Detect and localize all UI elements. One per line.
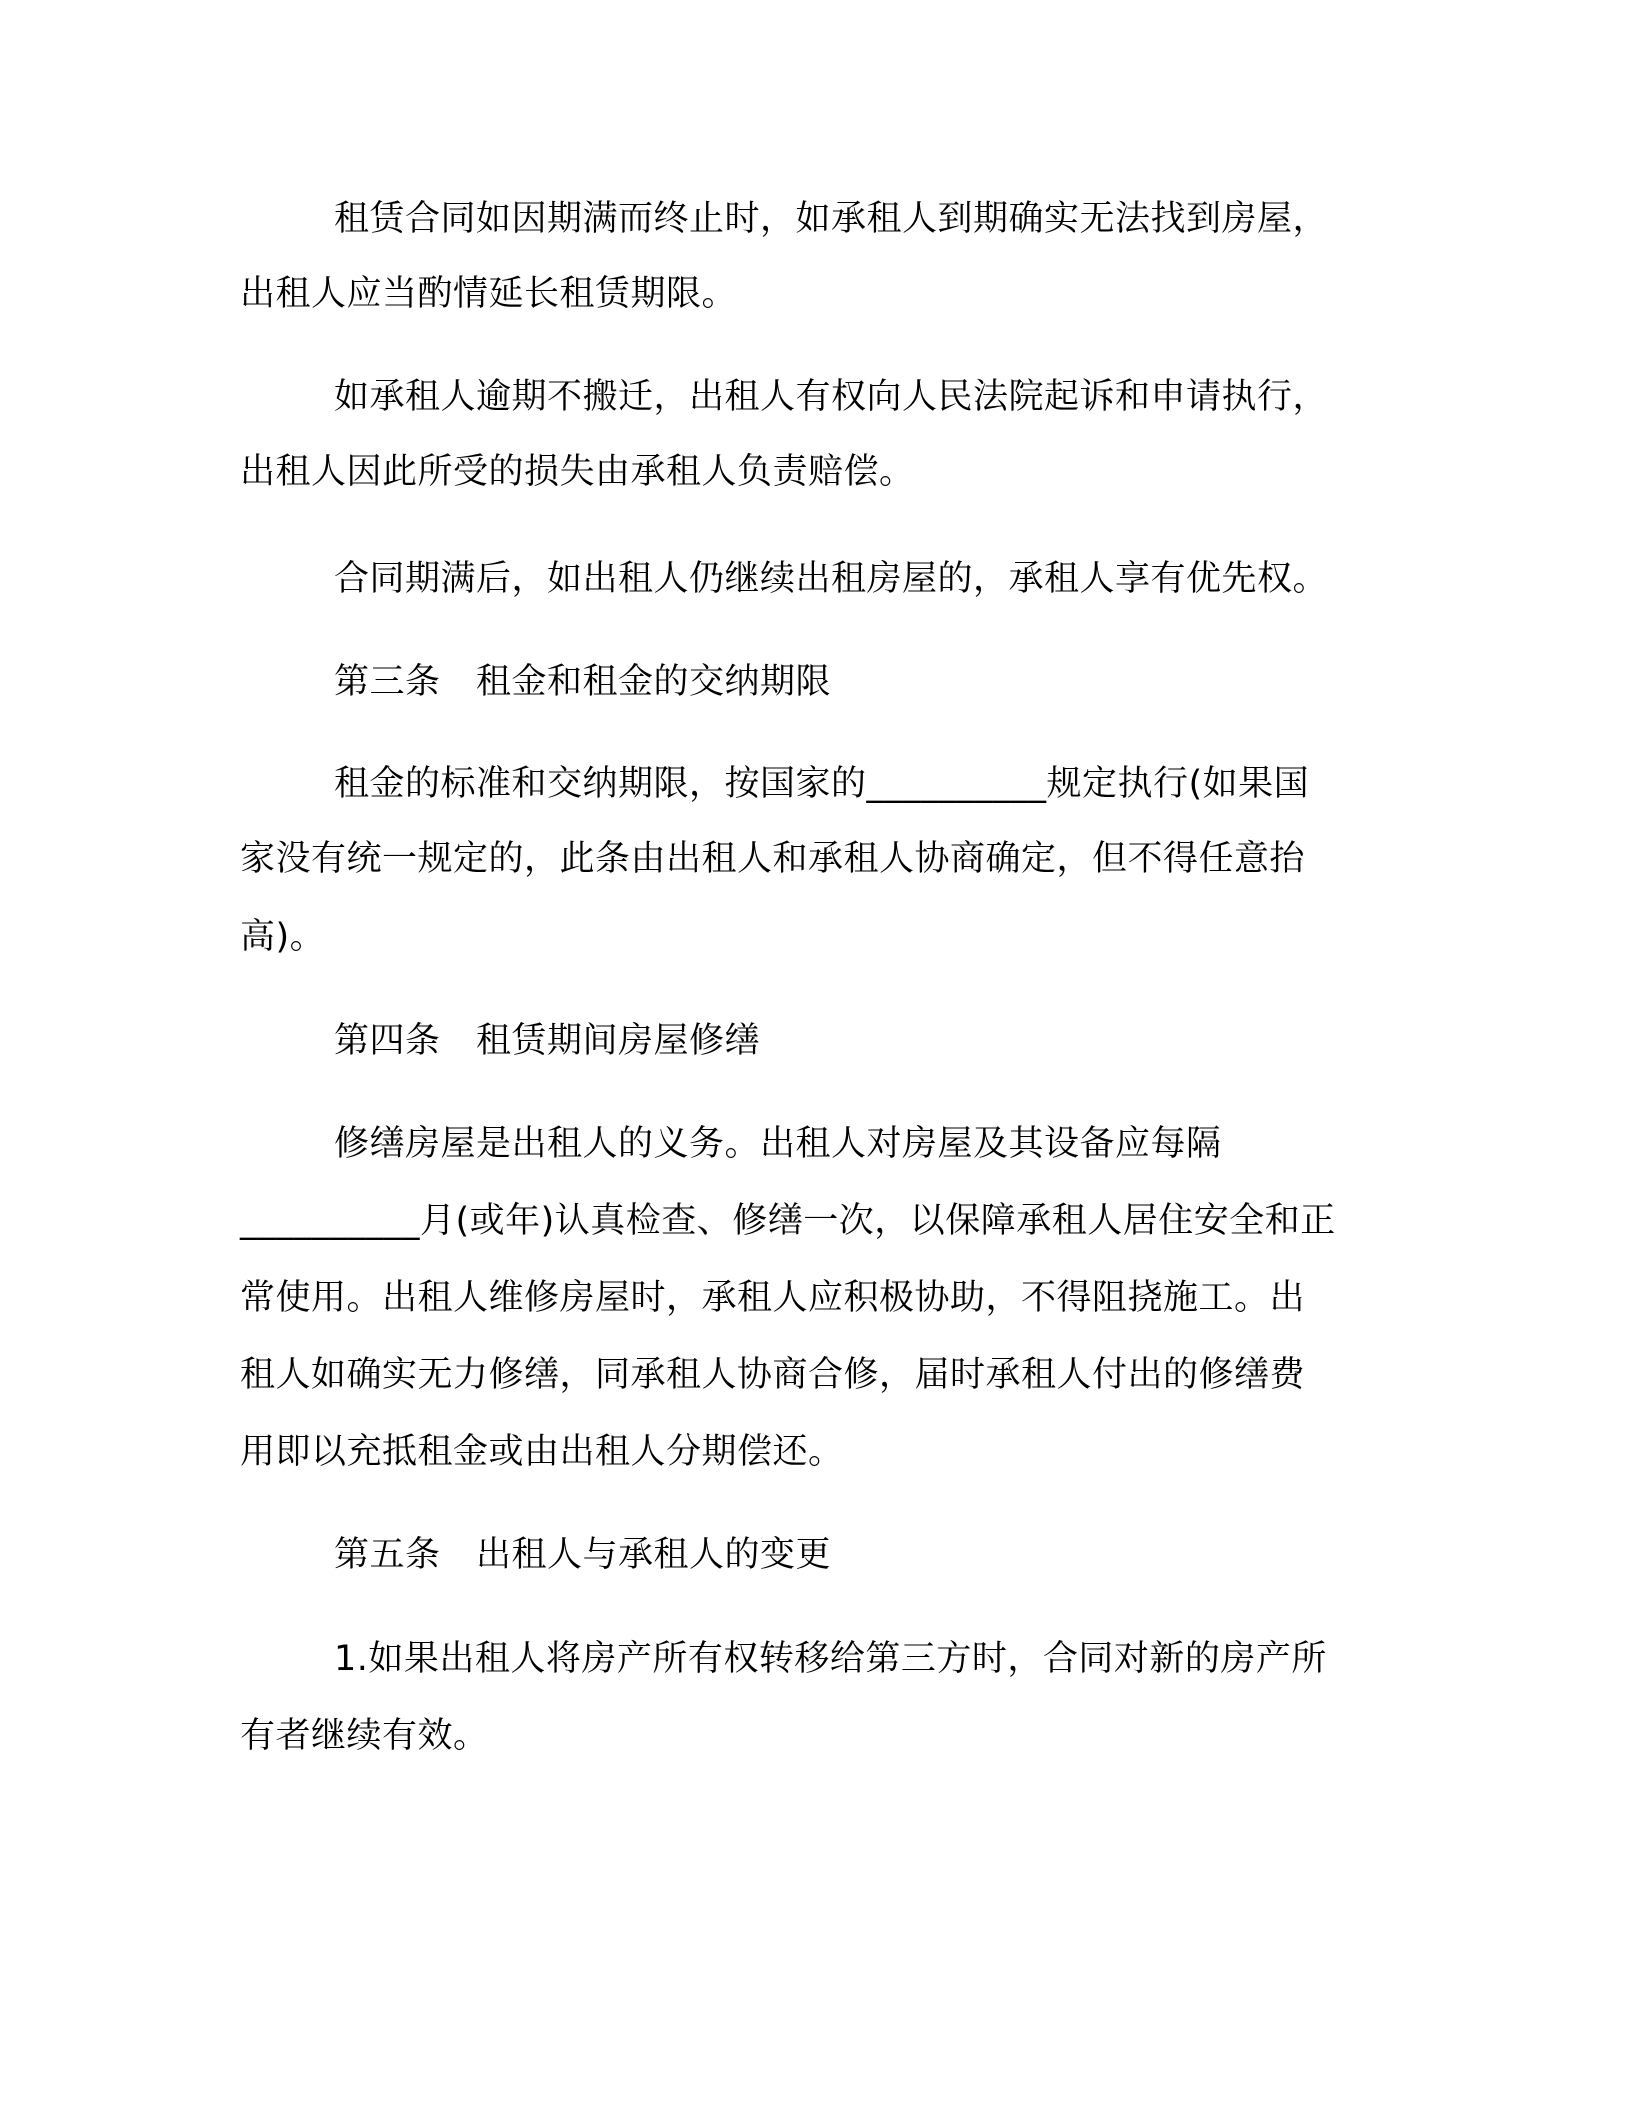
paragraph-line: 出租人应当酌情延长租赁期限。 [240,274,738,314]
paragraph-line: __________月(或年)认真检查、修缮一次，以保障承租人居住安全和正 [240,1201,1336,1241]
paragraph-line: 用即以充抵租金或由出租人分期偿还。 [240,1432,844,1472]
paragraph-line: 修缮房屋是出租人的义务。出租人对房屋及其设备应每隔 [334,1124,1222,1164]
paragraph-line: 常使用。出租人维修房屋时，承租人应积极协助，不得阻挠施工。出 [240,1278,1306,1318]
paragraph-line: 有者继续有效。 [240,1716,489,1756]
section-heading: 第三条 租金和租金的交纳期限 [334,662,832,702]
paragraph-line: 如承租人逾期不搬迁，出租人有权向人民法院起诉和申请执行， [334,377,1329,417]
paragraph-line: 合同期满后，如出租人仍继续出租房屋的，承租人享有优先权。 [334,559,1329,599]
section-heading: 第五条 出租人与承租人的变更 [334,1535,832,1575]
paragraph-line: 出租人因此所受的损失由承租人负责赔偿。 [240,452,915,492]
paragraph-line: 1.如果出租人将房产所有权转移给第三方时，合同对新的房产所 [334,1639,1327,1679]
paragraph-line: 家没有统一规定的，此条由出租人和承租人协商确定，但不得任意抬 [240,839,1306,879]
paragraph-line: 租金的标准和交纳期限，按国家的__________规定执行(如果国 [334,764,1310,804]
paragraph-line: 租人如确实无力修缮，同承租人协商合修，届时承租人付出的修缮费 [240,1355,1306,1395]
section-heading: 第四条 租赁期间房屋修缮 [334,1021,761,1061]
paragraph-line: 高)。 [240,917,326,957]
paragraph-line: 租赁合同如因期满而终止时，如承租人到期确实无法找到房屋， [334,199,1329,239]
